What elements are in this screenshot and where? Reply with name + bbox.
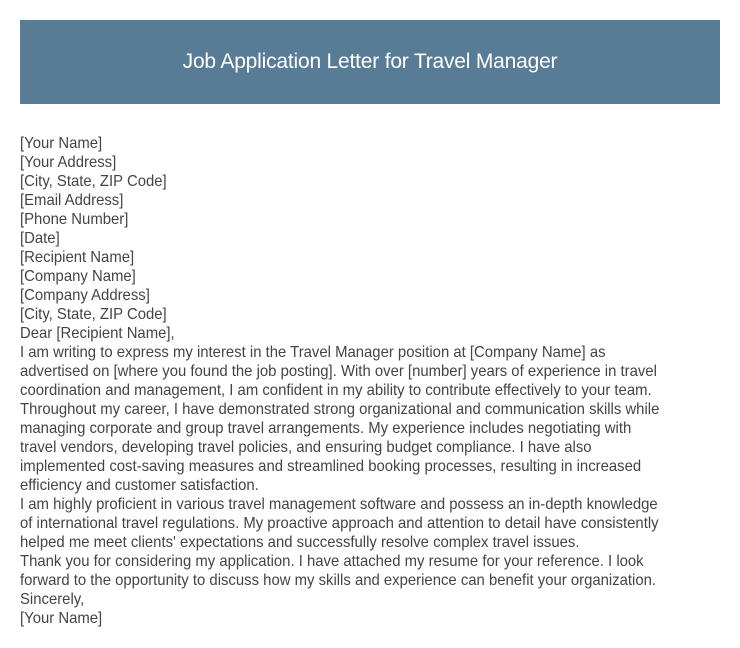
paragraph-introduction: [20, 343, 735, 495]
paragraph-line: travel vendors, developing travel policies, and ensuring budget compliance. I have also: [20, 439, 592, 456]
paragraph-skills: [20, 495, 735, 552]
paragraph-line: implemented cost-saving measures and streamlined booking processes, resulting in increased: [20, 458, 642, 475]
sender-city-state-zip: [City, State, ZIP Code]: [20, 173, 167, 190]
paragraph-line: helped me meet clients' expectations and successfully resolve complex travel issues.: [20, 534, 580, 551]
letter-date: [Date]: [20, 230, 60, 247]
recipient-block: [20, 248, 735, 324]
recipient-name: [Recipient Name]: [20, 249, 135, 266]
paragraph-line: Thank you for considering my application. I have attached my resume for your reference. I look: [20, 553, 644, 570]
recipient-company-address: [Company Address]: [20, 287, 150, 304]
sender-email: [Email Address]: [20, 192, 124, 209]
paragraph-line: I am writing to express my interest in the Travel Manager position at [Company Name] as: [20, 344, 606, 361]
paragraph-line: I am highly proficient in various travel management software and possess an in-depth knowledge: [20, 496, 658, 513]
letter-body: [20, 134, 735, 628]
letter-title-banner: [20, 20, 720, 104]
recipient-city-state-zip: [City, State, ZIP Code]: [20, 306, 167, 323]
paragraph-line: advertised on [where you found the job posting]. With over [number] years of experience in travel: [20, 363, 657, 380]
paragraph-line: Throughout my career, I have demonstrated strong organizational and communication skills while: [20, 401, 660, 418]
paragraph-closing: [20, 552, 735, 590]
paragraph-line: efficiency and customer satisfaction.: [20, 477, 259, 494]
paragraph-line: managing corporate and group travel arrangements. My experience includes negotiating with: [20, 420, 632, 437]
sender-name: [Your Name]: [20, 135, 103, 152]
paragraph-line: forward to the opportunity to discuss how my skills and experience can benefit your organization.: [20, 572, 657, 589]
sender-address: [Your Address]: [20, 154, 117, 171]
closing: Sincerely,: [20, 591, 85, 608]
recipient-company: [Company Name]: [20, 268, 136, 285]
signature: [Your Name]: [20, 610, 103, 627]
salutation: Dear [Recipient Name],: [20, 325, 175, 342]
sender-phone: [Phone Number]: [20, 211, 129, 228]
paragraph-line: coordination and management, I am confident in my ability to contribute effectively to your team.: [20, 382, 652, 399]
paragraph-line: of international travel regulations. My proactive approach and attention to detail have consistently: [20, 515, 659, 532]
sender-block: [20, 134, 735, 229]
page-title: Job Application Letter for Travel Manager: [182, 50, 558, 73]
